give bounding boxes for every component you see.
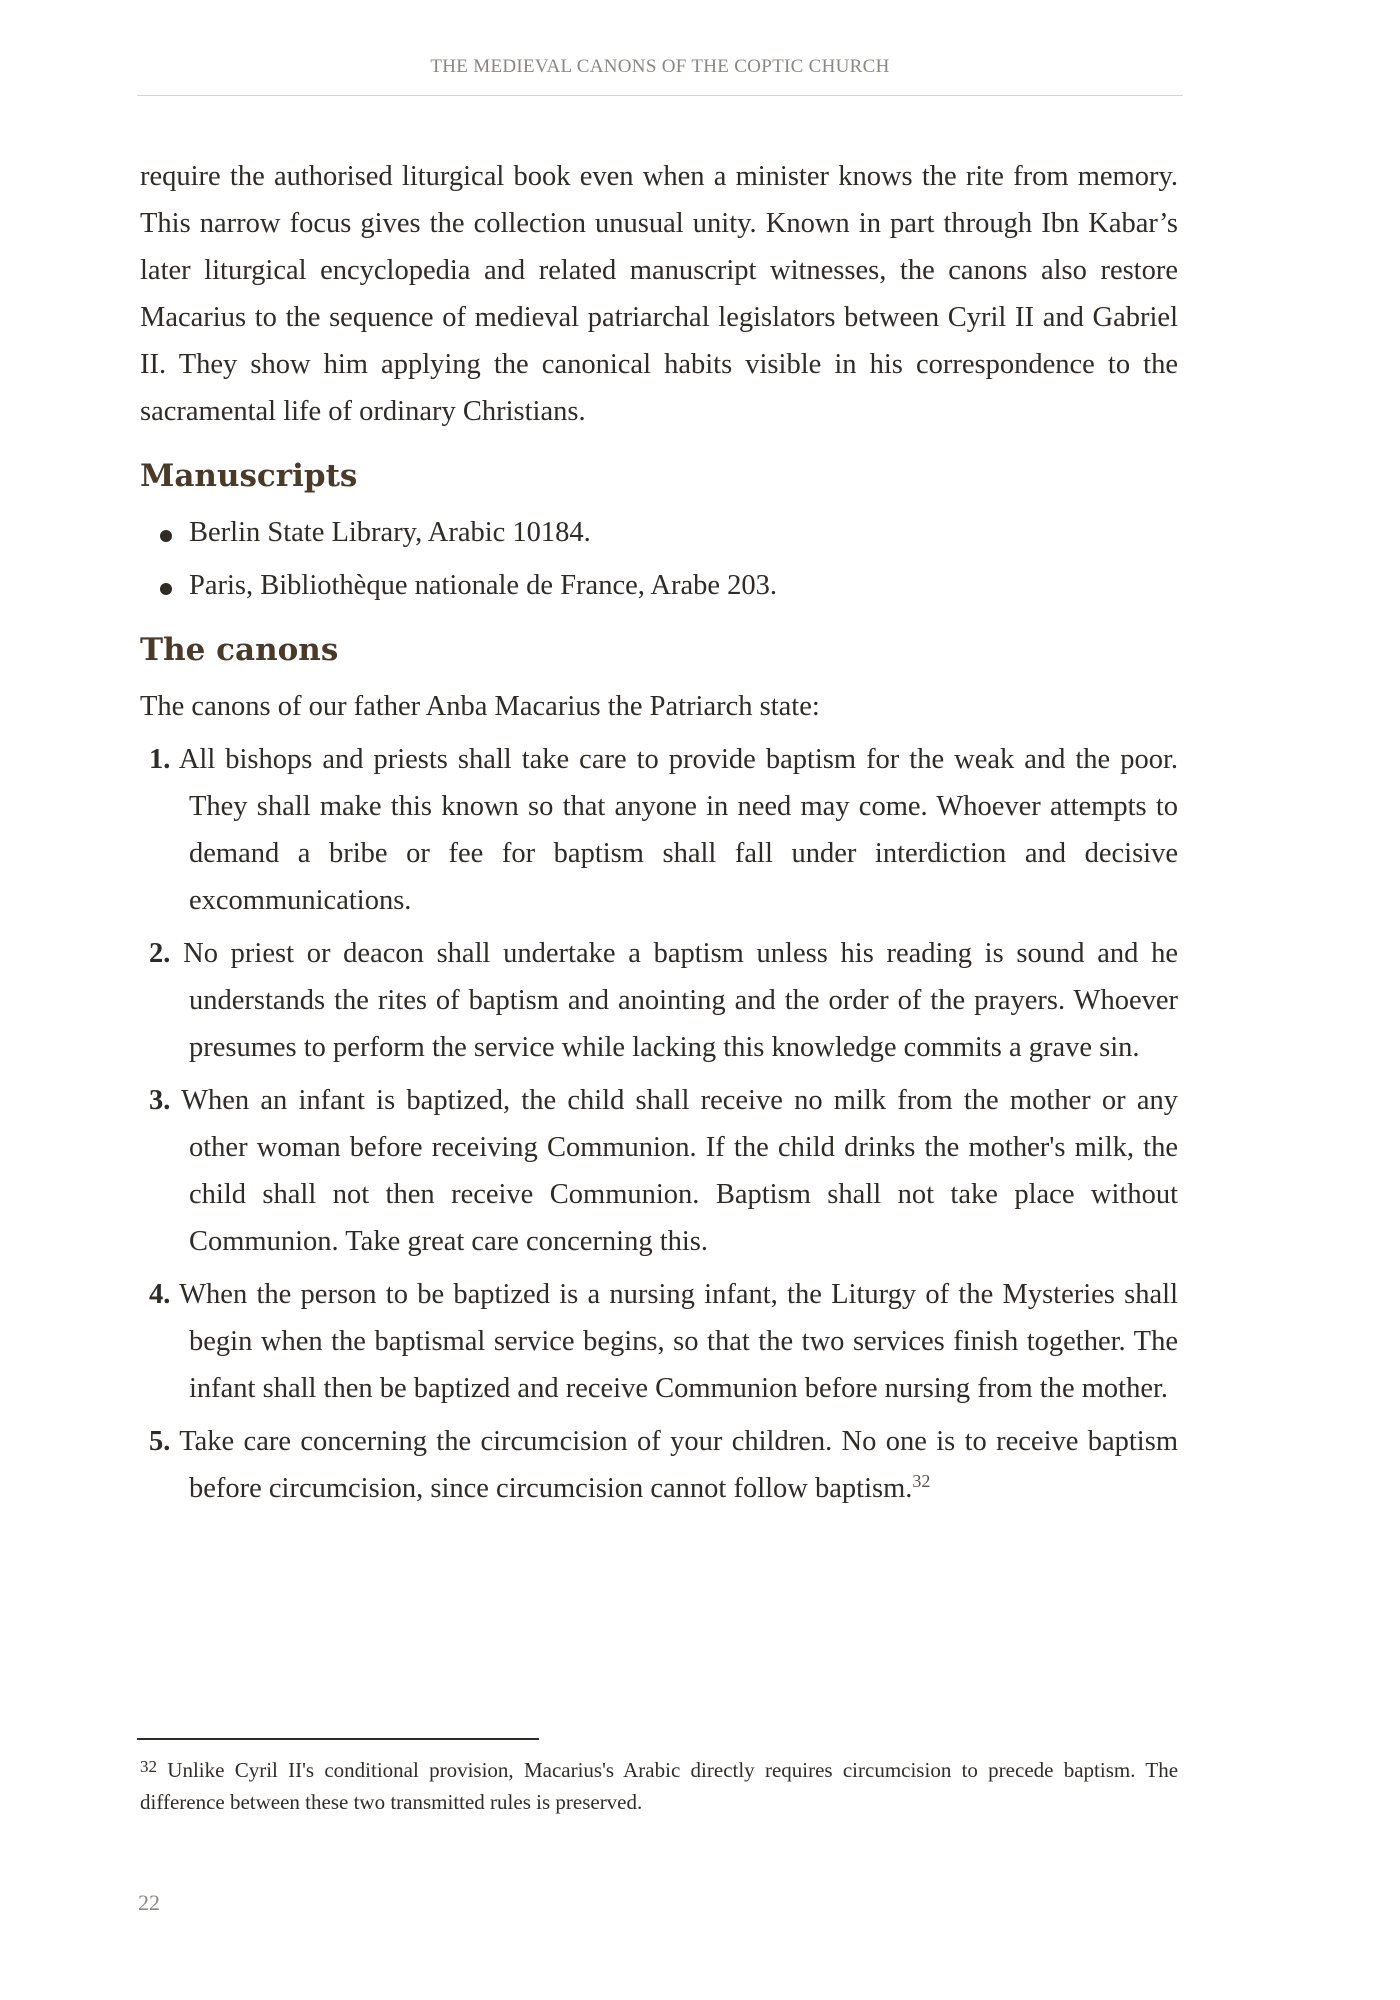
page-number: 22: [138, 1890, 160, 1915]
manuscripts-heading: Manuscripts: [140, 458, 358, 494]
canon-number: 2.: [149, 938, 171, 969]
canon-item: [140, 1271, 1178, 1412]
footnote-reference[interactable]: 32: [912, 1471, 931, 1491]
manuscripts-list: [140, 509, 1178, 609]
canon-text: No priest or deacon shall undertake a baptism unless his reading is sound and he understands the rites of baptism and anointing and the order of the prayers. Whoever presumes to perform the service while lacking this knowledge commits a grave sin.: [183, 938, 1179, 1063]
manuscript-entry: Paris, Bibliothèque nationale de France, Arabe 203.: [189, 570, 778, 601]
canon-text: When an infant is baptized, the child shall receive no milk from the mother or any other woman before receiving Communion. If the child drinks the mother's milk, the child shall not then receive Communion. Baptism shall not take place without Communion. Take great care concerning this.: [181, 1085, 1178, 1257]
canon-text: All bishops and priests shall take care to provide baptism for the weak and the poor. They shall make this known so that anyone in need may come. Whoever attempts to demand a bribe or fee for baptism shall fall under interdiction and decisive excommunications.: [178, 744, 1178, 916]
footnote-text: Unlike Cyril II's conditional provision, Macarius's Arabic directly requires circumcision to precede baptism. The difference between these two transmitted rules is preserved.: [140, 1758, 1179, 1814]
canon-number: 3.: [149, 1085, 171, 1116]
canon-text: When the person to be baptized is a nursing infant, the Liturgy of the Mysteries shall begin when the baptismal service begins, so that the two services finish together. The infant shall then be baptized and receive Communion before nursing from the mother.: [179, 1279, 1178, 1404]
main-text: [140, 153, 1178, 1518]
canons-list: [140, 736, 1178, 1512]
canon-text: Take care concerning the circumcision of your children. No one is to receive baptism before circumcision, since circumcision cannot follow baptism.: [179, 1426, 1178, 1504]
canon-number: 1.: [149, 744, 171, 775]
footnote-number: 32: [140, 1757, 157, 1776]
footnote: [140, 1754, 1178, 1818]
bullet-icon: [160, 530, 172, 542]
list-item: [140, 562, 1178, 609]
header-rule: [137, 95, 1183, 96]
canon-item: [140, 736, 1178, 924]
canon-number: 5.: [149, 1426, 171, 1457]
list-item: [140, 509, 1178, 556]
manuscript-entry: Berlin State Library, Arabic 10184.: [189, 517, 591, 548]
canon-item: [140, 1077, 1178, 1265]
opening-paragraph: require the authorised liturgical book even when a minister knows the rite from memory. This narrow focus gives the collection unusual unity. Known in part through Ibn Kabar’s later liturgical encyclopedia and related manuscript witnesses, the canons also restore Macarius to the sequence of medieval patriarchal legislators between Cyril II and Gabriel II. They show him applying the canonical habits visible in his correspondence to the sacramental life of ordinary Christians.: [140, 161, 1178, 427]
footnote-rule: [137, 1738, 539, 1740]
canon-number: 4.: [149, 1279, 171, 1310]
running-head: THE MEDIEVAL CANONS OF THE COPTIC CHURCH: [430, 56, 890, 77]
canon-item: [140, 1418, 1178, 1512]
canon-item: [140, 930, 1178, 1071]
canons-intro: The canons of our father Anba Macarius the Patriarch state:: [140, 691, 820, 722]
bullet-icon: [160, 583, 172, 595]
canons-heading: The canons: [140, 632, 339, 668]
